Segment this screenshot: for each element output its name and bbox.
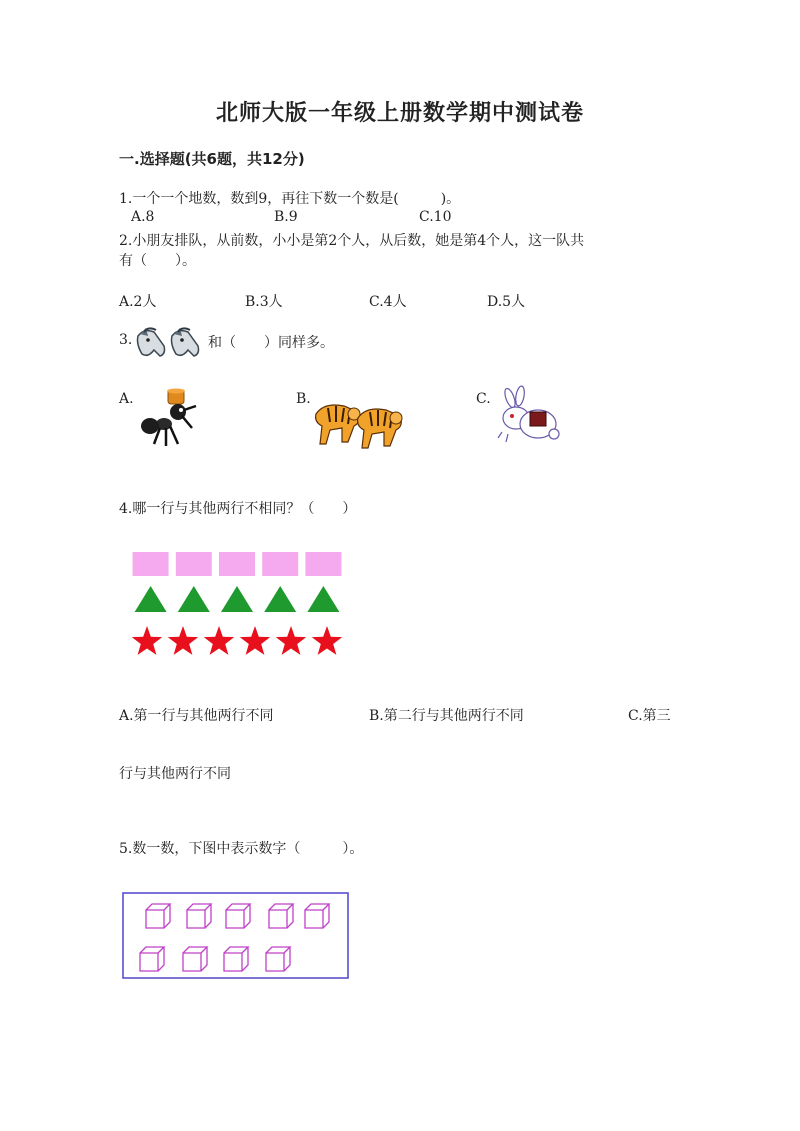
cube bbox=[146, 904, 170, 928]
question-4-option-c[interactable]: C.第三 bbox=[628, 708, 671, 724]
question-3-option-b[interactable]: B. bbox=[296, 391, 311, 407]
cube bbox=[266, 947, 290, 971]
question-3-option-c[interactable]: C. bbox=[476, 391, 491, 407]
question-2-option-a[interactable]: A.2人 bbox=[119, 294, 157, 310]
two-tigers-image bbox=[314, 392, 406, 450]
question-4-option-a[interactable]: A.第一行与其他两行不同 bbox=[119, 708, 274, 724]
red-star bbox=[204, 626, 234, 655]
question-4-option-b[interactable]: B.第二行与其他两行不同 bbox=[369, 708, 524, 724]
cube bbox=[187, 904, 211, 928]
cube-frame bbox=[123, 893, 348, 978]
question-2-option-b[interactable]: B.3人 bbox=[245, 294, 283, 310]
question-3-option-a[interactable]: A. bbox=[119, 391, 134, 407]
ant-image bbox=[140, 388, 210, 452]
cubes-figure bbox=[122, 892, 350, 980]
green-triangle bbox=[178, 586, 210, 612]
question-3-text: 和（ ）同样多。 bbox=[208, 335, 334, 351]
red-star bbox=[276, 626, 306, 655]
cube bbox=[305, 904, 329, 928]
pink-rectangle bbox=[133, 552, 169, 576]
pink-rectangle bbox=[262, 552, 298, 576]
red-star bbox=[132, 626, 162, 655]
question-1-text: 1.一个一个地数，数到9，再往下数一个数是( )。 bbox=[119, 191, 461, 207]
red-star bbox=[240, 626, 270, 655]
question-1-option-b[interactable]: B.9 bbox=[274, 209, 298, 225]
question-2-text-line1: 2.小朋友排队，从前数，小小是第2个人，从后数，她是第4个人，这一队共 bbox=[119, 233, 585, 249]
cube bbox=[226, 904, 250, 928]
pink-rectangle bbox=[219, 552, 255, 576]
rabbit-image bbox=[494, 388, 564, 448]
question-4-option-c-continued[interactable]: 行与其他两行不同 bbox=[119, 766, 231, 782]
cube bbox=[183, 947, 207, 971]
section-heading: 一.选择题(共6题，共12分) bbox=[119, 150, 305, 168]
question-2-option-d[interactable]: D.5人 bbox=[487, 294, 526, 310]
pink-rectangle bbox=[176, 552, 212, 576]
question-2-option-c[interactable]: C.4人 bbox=[369, 294, 407, 310]
red-star bbox=[312, 626, 342, 655]
question-3-prefix: 3. bbox=[119, 332, 133, 348]
cube bbox=[224, 947, 248, 971]
green-triangle bbox=[135, 586, 167, 612]
green-triangle bbox=[264, 586, 296, 612]
question-1-option-c[interactable]: C.10 bbox=[419, 209, 452, 225]
question-1-option-a[interactable]: A.8 bbox=[131, 209, 155, 225]
pink-rectangle bbox=[305, 552, 341, 576]
question-5-text: 5.数一数，下图中表示数字（ ）。 bbox=[119, 841, 364, 857]
shapes-figure bbox=[126, 548, 348, 662]
question-2-text-line2: 有（ ）。 bbox=[119, 253, 196, 269]
green-triangle bbox=[221, 586, 253, 612]
page-title: 北师大版一年级上册数学期中测试卷 bbox=[215, 101, 584, 126]
red-star bbox=[168, 626, 198, 655]
green-triangle bbox=[307, 586, 339, 612]
cube bbox=[140, 947, 164, 971]
question-4-text: 4.哪一行与其他两行不相同？（ ） bbox=[119, 501, 357, 517]
cube bbox=[269, 904, 293, 928]
two-horses-image bbox=[134, 326, 204, 364]
